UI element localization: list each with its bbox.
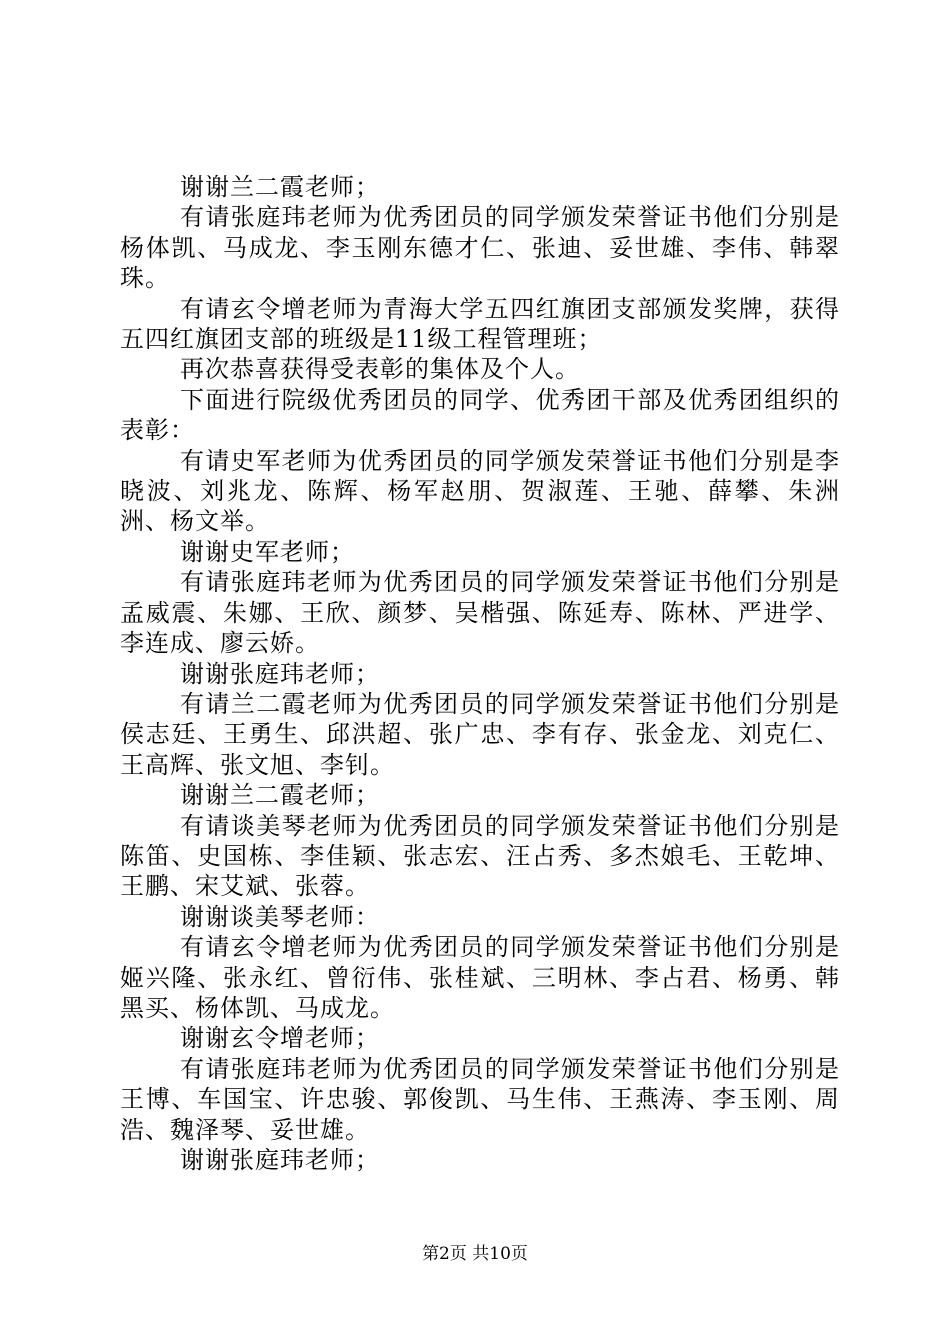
paragraph: 再次恭喜获得受表彰的集体及个人。	[180, 355, 580, 384]
paragraph: 谢谢兰二霞老师；	[180, 781, 380, 810]
paragraph: 有请张庭玮老师为优秀团员的同学颁发荣誉证书他们分别是王博、车国宝、许忠骏、郭俊凯、马生伟、王燕涛、李玉刚、周浩、魏泽琴、妥世雄。	[120, 1054, 840, 1144]
paragraph: 谢谢张庭玮老师；	[180, 659, 380, 688]
paragraph: 有请玄令增老师为优秀团员的同学颁发荣誉证书他们分别是姬兴隆、张永红、曾衍伟、张桂斌、三明林、李占君、杨勇、韩黑买、杨体凯、马成龙。	[120, 933, 840, 1022]
page-number-label: 第2页 共10页	[422, 1244, 528, 1264]
paragraph: 有请史军老师为优秀团员的同学颁发荣誉证书他们分别是李晓波、刘兆龙、陈辉、杨军赵朋、贺淑莲、王驰、薛攀、朱洲洲、杨文举。	[120, 446, 840, 536]
document-body	[120, 172, 840, 1175]
paragraph: 谢谢兰二霞老师；	[180, 173, 380, 201]
paragraph: 谢谢史军老师；	[180, 537, 355, 566]
paragraph: 有请张庭玮老师为优秀团员的同学颁发荣誉证书他们分别是杨体凯、马成龙、李玉刚东德才仁、张迪、妥世雄、李伟、韩翠珠。	[120, 203, 840, 293]
paragraph: 谢谢谈美琴老师：	[180, 902, 380, 931]
paragraph: 有请兰二霞老师为优秀团员的同学颁发荣誉证书他们分别是侯志廷、王勇生、邱洪超、张广忠、李有存、张金龙、刘克仁、王高辉、张文旭、李钊。	[120, 689, 840, 779]
paragraph: 有请谈美琴老师为优秀团员的同学颁发荣誉证书他们分别是陈笛、史国栋、李佳颖、张志宏、汪占秀、多杰娘毛、王乾坤、王鹏、宋艾斌、张蓉。	[120, 811, 840, 901]
paragraph: 下面进行院级优秀团员的同学、优秀团干部及优秀团组织的表彰：	[120, 385, 840, 445]
paragraph: 谢谢玄令增老师；	[180, 1024, 380, 1053]
page-footer	[0, 1243, 950, 1265]
paragraph: 有请玄令增老师为青海大学五四红旗团支部颁发奖牌，获得五四红旗团支部的班级是11级工程管理班；	[120, 294, 840, 354]
paragraph: 有请张庭玮老师为优秀团员的同学颁发荣誉证书他们分别是孟威震、朱娜、王欣、颜梦、吴楷强、陈延寿、陈林、严进学、李连成、廖云娇。	[120, 568, 840, 658]
paragraph: 谢谢张庭玮老师；	[180, 1146, 380, 1174]
